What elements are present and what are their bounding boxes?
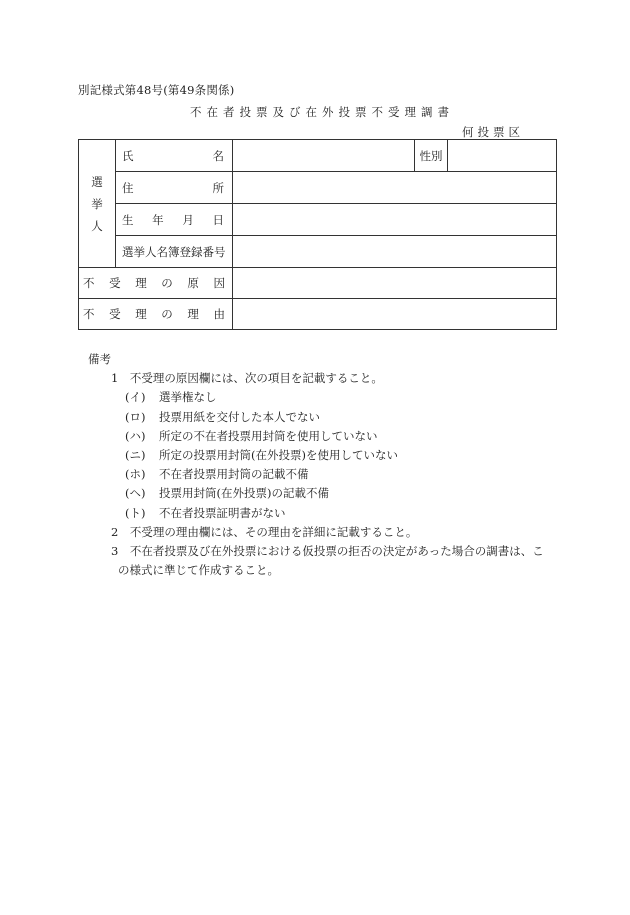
note-item-1: 1 不受理の原因欄には、次の項目を記載すること。 bbox=[111, 371, 383, 386]
rejection-reason-field[interactable] bbox=[233, 299, 557, 330]
table-row bbox=[79, 204, 557, 236]
note-item-3-continuation: の様式に準じて作成すること。 bbox=[118, 563, 279, 578]
address-label: 住 所 bbox=[116, 172, 233, 204]
list-item: (ニ) 所定の投票用封筒(在外投票)を使用していない bbox=[125, 448, 398, 463]
list-item: (ホ) 不在者投票用封筒の記載不備 bbox=[125, 467, 309, 482]
list-item: (イ) 選挙権なし bbox=[125, 390, 217, 405]
gender-label: 性別 bbox=[415, 140, 448, 172]
date-of-birth-label: 生 年 月 日 bbox=[116, 204, 233, 236]
table-row bbox=[79, 299, 557, 330]
note-item-2: 2 不受理の理由欄には、その理由を詳細に記載すること。 bbox=[111, 524, 418, 539]
list-item: (ハ) 所定の不在者投票用封筒を使用していない bbox=[125, 428, 378, 443]
list-item: (ヘ) 投票用封筒(在外投票)の記載不備 bbox=[125, 486, 329, 501]
table-row bbox=[79, 172, 557, 204]
voter-group-label: 選 挙 人 bbox=[79, 140, 116, 268]
name-label: 氏 名 bbox=[116, 140, 233, 172]
note-item-3: 3 不在者投票及び在外投票における仮投票の拒否の決定があった場合の調書は、こ bbox=[111, 544, 544, 559]
address-field[interactable] bbox=[233, 172, 557, 204]
polling-district-label: 何投票区 bbox=[462, 125, 524, 139]
table-row bbox=[79, 236, 557, 268]
rejection-reason-label: 不 受 理 の 理 由 bbox=[79, 299, 233, 330]
name-field[interactable] bbox=[233, 140, 415, 172]
date-of-birth-field[interactable] bbox=[233, 204, 557, 236]
gender-field[interactable] bbox=[448, 140, 557, 172]
notes-section bbox=[88, 350, 544, 580]
table-row bbox=[79, 268, 557, 299]
registry-number-label: 選挙人名簿登録番号 bbox=[116, 236, 233, 268]
list-item: (ロ) 投票用紙を交付した本人でない bbox=[125, 409, 320, 424]
list-item: (ト) 不在者投票証明書がない bbox=[125, 505, 286, 520]
table-row bbox=[79, 140, 557, 172]
rejection-cause-field[interactable] bbox=[233, 268, 557, 299]
form-reference: 別記様式第48号(第49条関係) bbox=[78, 83, 235, 97]
notes-title: 備考 bbox=[88, 352, 111, 366]
record-table bbox=[78, 139, 557, 330]
document-title: 不在者投票及び在外投票不受理調書 bbox=[190, 105, 454, 119]
rejection-cause-label: 不 受 理 の 原 因 bbox=[79, 268, 233, 299]
registry-number-field[interactable] bbox=[233, 236, 557, 268]
